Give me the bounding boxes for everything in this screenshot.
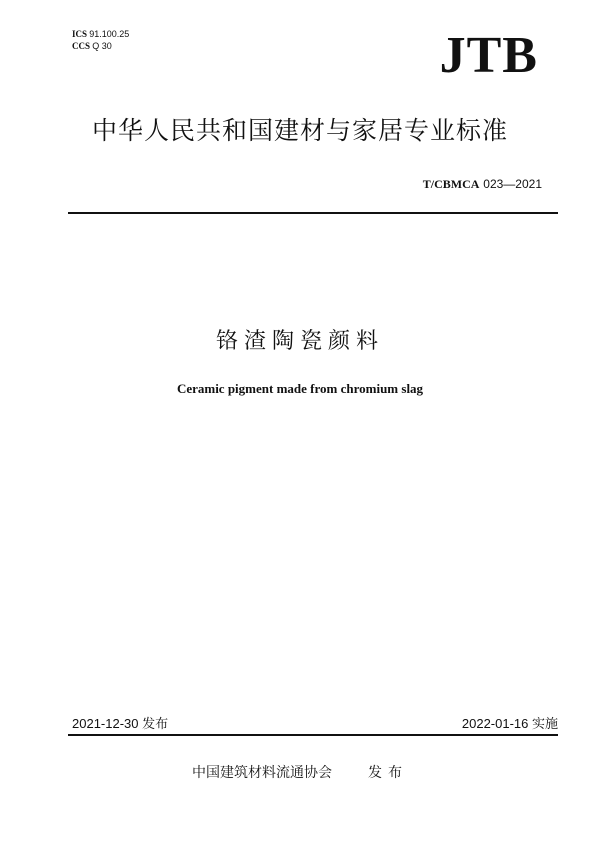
ccs-label: CCS (72, 41, 91, 51)
ccs-line (72, 40, 129, 52)
brand-logo: JTB (439, 27, 538, 84)
footer-divider (68, 734, 558, 736)
document-title-en: Ceramic pigment made from chromium slag (176, 381, 424, 396)
ccs-value: Q 30 (92, 41, 112, 51)
header-divider (68, 212, 558, 214)
document-title-cn: 铬渣陶瓷颜料 (215, 329, 384, 354)
standard-code-number: 023—2021 (483, 177, 542, 191)
ics-value: 91.100.25 (89, 29, 130, 39)
issuer-action: 发布 (368, 765, 408, 781)
standard-code (423, 176, 542, 192)
issuer-line (0, 763, 600, 783)
ics-label: ICS (72, 29, 88, 39)
ics-line (72, 28, 129, 40)
implement-date: 2022-01-16 实施 (461, 716, 558, 731)
organization-title: 中华人民共和国建材与家居专业标准 (91, 116, 508, 145)
standard-code-prefix: T/CBMCA (422, 177, 480, 191)
publish-date: 2021-12-30 发布 (72, 716, 169, 731)
issuer-name: 中国建筑材料流通协会 (192, 765, 332, 781)
classification-codes (72, 28, 129, 52)
